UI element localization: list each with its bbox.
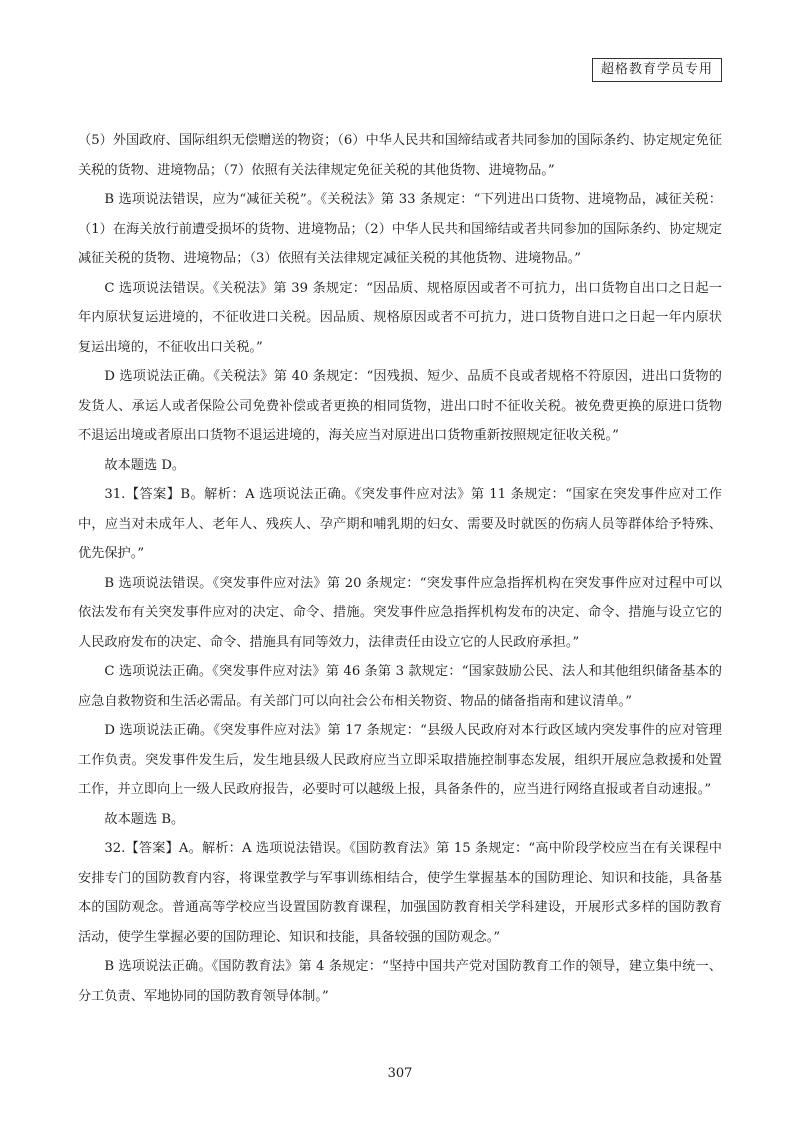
page-number: 307 [387, 1066, 413, 1081]
paragraph-question-31: 31.【答案】B。解析：A 选项说法正确。《突发事件应对法》第 11 条规定：“国家在突发事件应对工作中，应当对未成年人、老年人、残疾人、孕产期和哺乳期的妇女、需要及时就医的伤病人员等群体给予特殊、优先保护。” [78, 487, 722, 561]
paragraph-option-c-q30: C 选项说法错误。《关税法》第 39 条规定：“因品质、规格原因或者不可抗力，出口货物自出口之日起一年内原状复运进境的，不征收进口关税。因品质、规格原因或者不可抗力，进口货物自进口之日起一年内原状复运出境的，不征收出口关税。” [78, 280, 722, 355]
paragraph-option-c-q31: C 选项说法正确。《突发事件应对法》第 46 条第 3 款规定：“国家鼓励公民、法人和其他组织储备基本的应急自救物资和生活必需品。有关部门可以向社会公布相关物资、物品的储备指南和建议清单。” [78, 664, 722, 709]
paragraph-option-b-q31: B 选项说法错误。《突发事件应对法》第 20 条规定：“突发事件应急指挥机构在突发事件应对过程中可以依法发布有关突发事件应对的决定、命令、措施。突发事件应急指挥机构发布的决定、命令、措施与设立它的人民政府发布的决定、命令、措施具有同等效力，法律责任由设立它的人民政府承担。” [78, 575, 722, 650]
paragraph-option-d-q31: D 选项说法正确。《突发事件应对法》第 17 条规定：“县级人民政府对本行政区域内突发事件的应对管理工作负责。突发事件发生后，发生地县级人民政府应当立即采取措施控制事态发展，组织开展应急救援和处置工作，并立即向上一级人民政府报告，必要时可以越级上报，具备条件的，应当进行网络直报或者自动速报。” [78, 723, 722, 797]
paragraph-option-b-q32: B 选项说法正确。《国防教育法》第 4 条规定：“坚持中国共产党对国防教育工作的领导，建立集中统一、分工负责、军地协同的国防教育领导体制。” [78, 959, 722, 1004]
paragraph-option-d-q30: D 选项说法正确。《关税法》第 40 条规定：“因残损、短少、品质不良或者规格不符原因，进出口货物的发货人、承运人或者保险公司免费补偿或者更换的相同货物，进出口时不征收关税。被免费更换的原进口货物不退运出境或者原出口货物不退运进境的，海关应当对原进出口货物重新按照规定征收关税。” [78, 369, 722, 443]
document-body [78, 126, 722, 1011]
paragraph-continuation: （5）外国政府、国际组织无偿赠送的物资；（6）中华人民共和国缔结或者共同参加的国际条约、协定规定免征关税的货物、进境物品；（7）依照有关法律规定免征关税的其他货物、进境物品。” [78, 133, 722, 178]
paragraph-question-32: 32.【答案】A。解析：A 选项说法错误。《国防教育法》第 15 条规定：“高中阶段学校应当在有关课程中安排专门的国防教育内容，将课堂教学与军事训练相结合，使学生掌握基本的国防理论、知识和技能，具备基本的国防观念。普通高等学校应当设置国防教育课程，加强国防教育相关学科建设，开展形式多样的国防教育活动，使学生掌握必要的国防理论、知识和技能，具备较强的国防观念。” [78, 841, 722, 945]
paragraph-conclusion-q31: 故本题选 B。 [104, 811, 185, 827]
paragraph-option-b-q30: B 选项说法错误，应为“减征关税”。《关税法》第 33 条规定：“下列进出口货物、进境物品，减征关税：（1）在海关放行前遭受损坏的货物、进境物品；（2）中华人民共和国缔结或者共同参加的国际条约、协定规定减征关税的货物、进境物品；（3）依照有关法律规定减征关税的其他货物、进境物品。” [78, 192, 722, 266]
header-badge: 超格教育学员专用 [592, 58, 722, 82]
paragraph-conclusion-q30: 故本题选 D。 [104, 457, 186, 473]
